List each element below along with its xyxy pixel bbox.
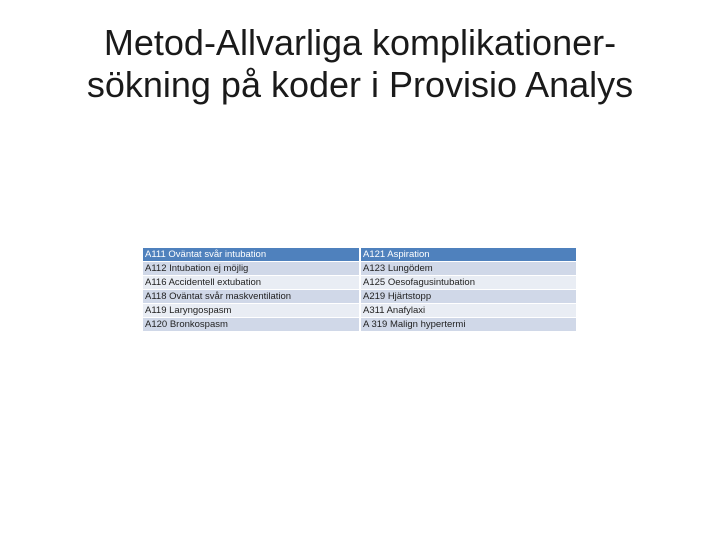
code-cell-right: A121 Aspiration bbox=[361, 248, 576, 261]
slide-title-line-1: Metod-Allvarliga komplikationer- bbox=[103, 22, 617, 63]
table-row bbox=[143, 262, 576, 275]
code-cell-right: A125 Oesofagusintubation bbox=[361, 276, 576, 289]
table-row bbox=[143, 318, 576, 331]
code-cell-right: A 319 Malign hypertermi bbox=[361, 318, 576, 331]
code-cell-left: A112 Intubation ej möjlig bbox=[143, 262, 359, 275]
code-cell-left: A116 Accidentell extubation bbox=[143, 276, 359, 289]
table-row bbox=[143, 304, 576, 317]
slide-title-line-2: sökning på koder i Provisio Analys bbox=[86, 64, 634, 105]
table-row bbox=[143, 248, 576, 261]
code-cell-left: A120 Bronkospasm bbox=[143, 318, 359, 331]
code-cell-left: A119 Laryngospasm bbox=[143, 304, 359, 317]
code-cell-left: A118 Oväntat svår maskventilation bbox=[143, 290, 359, 303]
code-cell-left: A111 Oväntat svår intubation bbox=[143, 248, 359, 261]
code-cell-right: A219 Hjärtstopp bbox=[361, 290, 576, 303]
table-row bbox=[143, 276, 576, 289]
code-cell-right: A311 Anafylaxi bbox=[361, 304, 576, 317]
slide-title bbox=[0, 22, 720, 106]
code-cell-right: A123 Lungödem bbox=[361, 262, 576, 275]
table-row bbox=[143, 290, 576, 303]
complication-codes-table bbox=[141, 247, 578, 332]
